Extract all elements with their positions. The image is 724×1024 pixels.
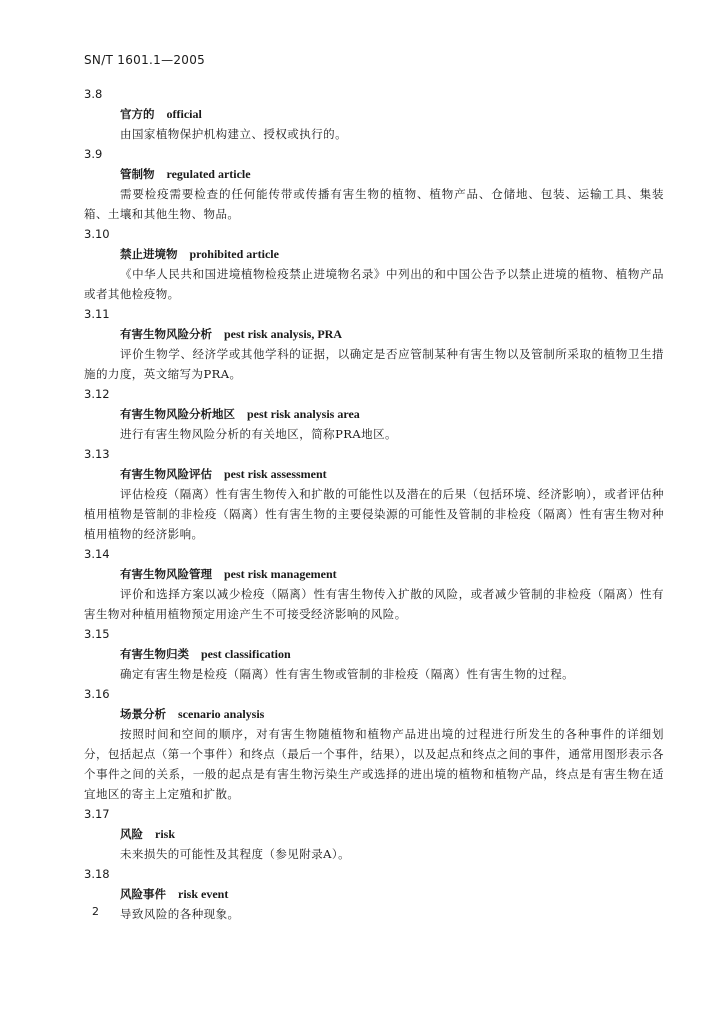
term-chinese: 官方的 [120,107,155,121]
term-chinese: 有害生物归类 [120,647,189,661]
term-line [84,404,664,424]
term-line [84,644,664,664]
clause-number: 3.17 [84,807,110,821]
clause-number: 3.12 [84,387,110,401]
clause-number: 3.10 [84,227,110,241]
term-definition: 未来损失的可能性及其程度（参见附录A）。 [120,847,351,861]
standard-code-header: SN/T 1601.1—2005 [84,53,206,67]
clause-number: 3.13 [84,447,110,461]
term-english: prohibited article [189,247,279,261]
term-line [84,324,664,344]
term-chinese: 风险 [120,827,143,841]
term-english: regulated article [166,167,251,181]
definition-entry [84,625,664,684]
term-definition: 确定有害生物是检疫（隔离）性有害生物或管制的非检疫（隔离）性有害生物的过程。 [120,667,575,681]
term-english: official [166,107,202,121]
definition-entry [84,545,664,624]
term-line [84,824,664,844]
definition-entry [84,145,664,224]
term-english: risk event [178,887,229,901]
term-line [84,704,664,724]
term-definition: 由国家植物保护机构建立、授权或执行的。 [120,127,348,141]
term-chinese: 场景分析 [120,707,166,721]
term-english: pest risk analysis, PRA [224,327,343,341]
term-english: scenario analysis [178,707,265,721]
clause-number: 3.15 [84,627,110,641]
term-definition: 按照时间和空间的顺序，对有害生物随植物和植物产品进出境的过程进行所发生的各种事件的详细划分，包括起点（第一个事件）和终点（最后一个事件，结果），以及起点和终点之间的事件，通常用图形表示各个事件之间的关系，一般的起点是有害生物污染生产或选择的进出境的植物和植物产品，终点是有害生物在适宜地区的寄主上定殖和扩散。 [84,727,664,801]
definition-entry [84,225,664,304]
term-chinese: 禁止进境物 [120,247,178,261]
definition-entry [84,305,664,384]
term-chinese: 风险事件 [120,887,166,901]
term-definition: 评价生物学、经济学或其他学科的证据，以确定是否应管制某种有害生物以及管制所采取的植物卫生措施的力度，英文缩写为PRA。 [84,347,664,381]
term-line [84,104,664,124]
term-english: pest risk analysis area [247,407,360,421]
clause-number: 3.8 [84,87,103,101]
term-english: pest classification [201,647,291,661]
definition-entry [84,865,664,924]
term-chinese: 有害生物风险分析 [120,327,212,341]
page-number: 2 [92,905,99,918]
term-line [84,164,664,184]
term-english: risk [155,827,176,841]
term-english: pest risk assessment [224,467,327,481]
term-definition: 进行有害生物风险分析的有关地区，简称PRA地区。 [120,427,397,441]
term-line [84,464,664,484]
term-chinese: 有害生物风险管理 [120,567,212,581]
term-definition: 评估检疫（隔离）性有害生物传入和扩散的可能性以及潜在的后果（包括环境、经济影响），或者评估种植用植物是管制的非检疫（隔离）性有害生物的主要侵染源的可能性及管制的非检疫（隔离）性有害生物对种植用植物的经济影响。 [84,487,664,541]
definition-entry [84,85,664,144]
term-definition: 导致风险的各种现象。 [120,907,240,921]
term-english: pest risk management [224,567,337,581]
term-chinese: 管制物 [120,167,155,181]
term-line [84,564,664,584]
term-chinese: 有害生物风险分析地区 [120,407,235,421]
definition-entry [84,445,664,544]
definition-entry [84,805,664,864]
definition-entry [84,685,664,804]
clause-number: 3.14 [84,547,110,561]
term-line [84,884,664,904]
clause-number: 3.18 [84,867,110,881]
clause-number: 3.9 [84,147,103,161]
definitions-list [84,84,664,924]
term-chinese: 有害生物风险评估 [120,467,212,481]
term-line [84,244,664,264]
term-definition: 评价和选择方案以减少检疫（隔离）性有害生物传入扩散的风险，或者减少管制的非检疫（隔离）性有害生物对种植用植物预定用途产生不可接受经济影响的风险。 [84,587,664,621]
clause-number: 3.16 [84,687,110,701]
term-definition: 《中华人民共和国进境植物检疫禁止进境物名录》中列出的和中国公告予以禁止进境的植物、植物产品或者其他检疫物。 [84,267,664,301]
clause-number: 3.11 [84,307,110,321]
definition-entry [84,385,664,444]
term-definition: 需要检疫需要检查的任何能传带或传播有害生物的植物、植物产品、仓储地、包装、运输工具、集装箱、土壤和其他生物、物品。 [84,187,664,221]
